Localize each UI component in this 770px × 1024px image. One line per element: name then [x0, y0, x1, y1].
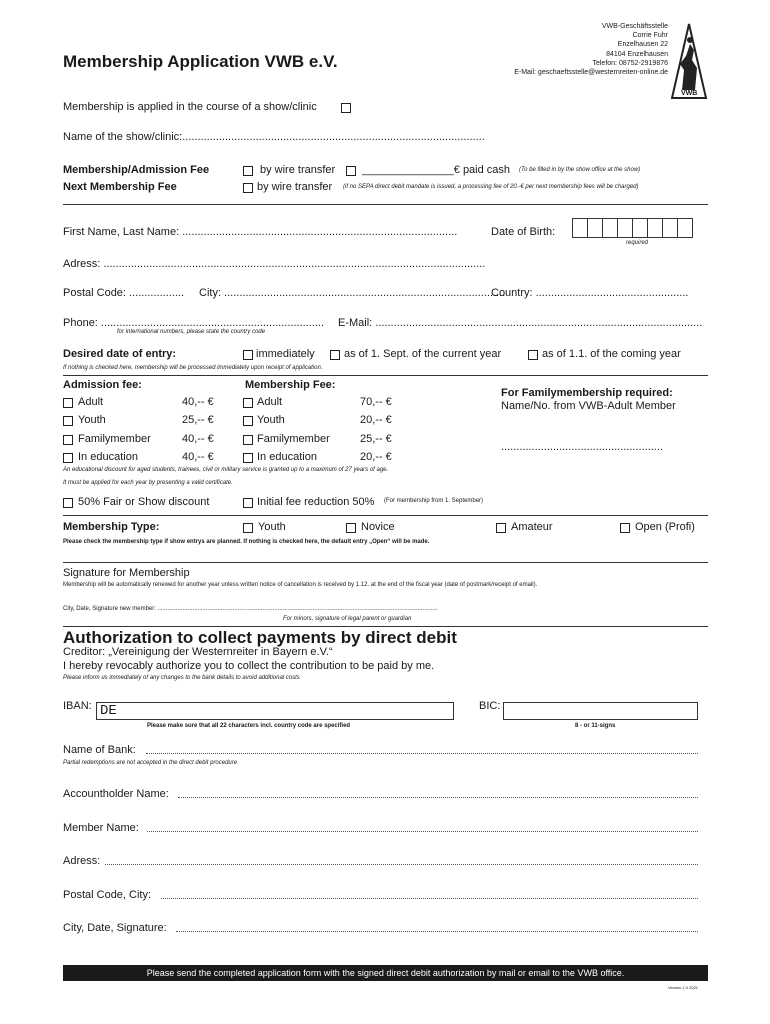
admission-price: 25,-- € — [182, 414, 214, 426]
type-novice-label: Novice — [361, 521, 395, 533]
divider — [63, 204, 708, 205]
dob-cell[interactable] — [662, 218, 678, 238]
entry-jan-label: as of 1.1. of the coming year — [542, 348, 681, 360]
iban-note: Please make sure that all 22 characters incl. country code are specified — [147, 723, 351, 729]
dob-cell[interactable] — [602, 218, 618, 238]
city-field[interactable]: City: ............................................................................................ — [199, 287, 506, 299]
admission-label: Familymember — [78, 433, 151, 445]
entry-label: Desired date of entry: — [63, 348, 177, 360]
type-open-checkbox[interactable] — [620, 523, 630, 533]
admission-label: In education — [78, 451, 138, 463]
dob-cell[interactable] — [677, 218, 693, 238]
show-name-field[interactable]: Name of the show/clinic:................................................................................................... — [63, 131, 485, 143]
debit-adress-label: Adress: — [63, 855, 101, 867]
inform-note: Please inform us immediately of any changes to the bank details to avoid additional costs — [63, 675, 300, 681]
entry-note: If nothing is checked here, membership will be processed immediately upon receipt of application. — [63, 365, 323, 371]
admission-label: Adult — [78, 396, 104, 408]
paid-cash-checkbox[interactable] — [346, 166, 356, 176]
name-field[interactable]: First Name, Last Name: .......................................................................................... — [63, 226, 458, 238]
family-member-field[interactable]: ..................................................... — [501, 441, 663, 453]
membership-fee-price: 25,-- € — [360, 433, 392, 445]
creditor-text: Creditor: „Vereinigung der Westernreiter in Bayern e.V.“ — [63, 646, 333, 658]
bank-name-field[interactable] — [146, 753, 698, 754]
country-field[interactable]: Country: .................................................. — [491, 287, 689, 299]
membership-fee-label: Youth — [257, 414, 285, 426]
paid-cash-note: (To be filled in by the show office at the show) — [519, 167, 641, 173]
signature-new-member-field[interactable]: City, Date, Signature new member: ........................................................................................................................................................................ — [63, 606, 438, 612]
authorization-text: I hereby revocably authorize you to collect the contribution to be paid by me. — [63, 660, 435, 672]
address-line: Enzelhausen 22 — [617, 41, 668, 49]
wire-transfer-checkbox-1[interactable] — [243, 166, 253, 176]
debit-postal-label: Postal Code, City: — [63, 889, 152, 901]
fair-discount-label: 50% Fair or Show discount — [78, 496, 210, 508]
membership-fee-label: Adult — [257, 396, 283, 408]
admission-header: Admission fee: — [63, 379, 142, 391]
family-subtitle: Name/No. from VWB-Adult Member — [501, 400, 676, 412]
accountholder-label: Accountholder Name: — [63, 788, 169, 800]
entry-immediately-checkbox[interactable] — [243, 350, 253, 360]
education-certificate-note: It must be applied for each year by presenting a valid certificate. — [63, 480, 233, 486]
admission-price: 40,-- € — [182, 433, 214, 445]
entry-jan-checkbox[interactable] — [528, 350, 538, 360]
dob-cell[interactable] — [647, 218, 663, 238]
footer-instruction: Please send the completed application form with the signed direct debit authorization by mail or email to the VWB office. — [63, 965, 708, 981]
partial-note: Partial redemptions are not accepted in the direct debit procedure — [63, 760, 238, 766]
iban-cell[interactable] — [96, 702, 454, 720]
address-line: Telefon: 08752-2919876 — [592, 59, 668, 67]
office-address — [470, 22, 668, 77]
dob-cell[interactable] — [617, 218, 633, 238]
type-novice-checkbox[interactable] — [346, 523, 356, 533]
divider — [63, 515, 708, 516]
admission-checkbox[interactable] — [63, 398, 73, 408]
membership-fee-checkbox[interactable] — [243, 398, 253, 408]
type-amateur-checkbox[interactable] — [496, 523, 506, 533]
accountholder-field[interactable] — [178, 797, 698, 798]
renewal-note: Membership will be automatically renewed for another year unless written notice of cancellation is received by 1.12. at the end of the fiscal year (date of postmark/receipt of email). — [63, 582, 538, 588]
show-applied-label: Membership is applied in the course of a show/clinic — [63, 101, 317, 113]
member-name-field[interactable] — [147, 831, 698, 832]
membership-fee-price: 70,-- € — [360, 396, 392, 408]
membership-fee-header: Membership Fee: — [245, 379, 336, 391]
wire-transfer-checkbox-2[interactable] — [243, 183, 253, 193]
debit-city-signature-label: City, Date, Signature: — [63, 922, 167, 934]
address-line: VWB-Geschäftsstelle — [601, 23, 668, 30]
initial-reduction-note: (For membership from 1. September) — [384, 498, 484, 504]
membership-type-label: Membership Type: — [63, 521, 160, 533]
show-applied-checkbox[interactable] — [341, 103, 351, 113]
membership-fee-price: 20,-- € — [360, 414, 392, 426]
next-fee-label: Next Membership Fee — [63, 181, 177, 193]
admission-price: 40,-- € — [182, 396, 214, 408]
version-label: Version 1.0 2021 — [668, 985, 699, 990]
family-title: For Familymembership required: — [501, 387, 673, 399]
type-open-label: Open (Profi) — [635, 521, 695, 533]
bic-label: BIC: — [479, 700, 501, 712]
debit-city-signature-field[interactable] — [176, 931, 698, 932]
membership-fee-checkbox[interactable] — [243, 453, 253, 463]
entry-sept-checkbox[interactable] — [330, 350, 340, 360]
admission-price: 40,-- € — [182, 451, 214, 463]
bic-field[interactable] — [503, 702, 698, 720]
phone-field[interactable]: Phone: ......................................................................... — [63, 317, 325, 329]
email-field[interactable]: E-Mail: ........................................................................................................... — [338, 317, 703, 329]
sepa-note: (if no SEPA direct debit mandate is issued, a processing fee of 20.-€ per next membership fees will be charged) — [343, 184, 639, 190]
divider — [63, 562, 708, 563]
bank-name-label: Name of Bank: — [63, 744, 136, 756]
dob-cell[interactable] — [572, 218, 588, 238]
page-title: Membership Application VWB e.V. — [63, 52, 338, 71]
type-youth-label: Youth — [258, 521, 286, 533]
admission-checkbox[interactable] — [63, 416, 73, 426]
paid-cash-label: _______________€ paid cash — [362, 164, 511, 176]
iban-prefix: DE — [100, 703, 117, 719]
signature-title: Signature for Membership — [63, 567, 190, 579]
dob-label: Date of Birth: — [491, 226, 556, 238]
minor-signature-note: For minors, signature of legal parent or guardian — [283, 616, 412, 622]
initial-reduction-checkbox[interactable] — [243, 498, 253, 508]
membership-type-note: Please check the membership type if show entrys are planned. If nothing is checked here, the default entry „Open“ will be made. — [63, 539, 430, 545]
wire-transfer-label-2: by wire transfer — [257, 181, 333, 193]
education-discount-note: An educational discount for aged students, trainees, civil or military service is granted up to a maximum of 27 years of age. — [63, 467, 389, 473]
debit-adress-field[interactable] — [105, 864, 698, 865]
address-line: Corrie Fuhr — [632, 32, 668, 40]
admission-fee-label: Membership/Admission Fee — [63, 164, 210, 176]
fair-discount-checkbox[interactable] — [63, 498, 73, 508]
bic-note: 8 - or 11-signs — [575, 723, 616, 729]
debit-postal-field[interactable] — [161, 898, 698, 899]
iban-label: IBAN: — [63, 700, 92, 712]
membership-fee-checkbox[interactable] — [243, 416, 253, 426]
admission-checkbox[interactable] — [63, 453, 73, 463]
membership-fee-label: Familymember — [257, 433, 330, 445]
dob-required-note: required — [626, 240, 649, 246]
membership-fee-label: In education — [257, 451, 317, 463]
admission-label: Youth — [78, 414, 106, 426]
dob-cell[interactable] — [587, 218, 603, 238]
wire-transfer-label-1: by wire transfer — [260, 164, 336, 176]
postal-code-field[interactable]: Postal Code: .................. — [63, 287, 185, 299]
address-line: E-Mail: geschaeftsstelle@westernreiten-online.de — [514, 69, 668, 77]
dob-cell[interactable] — [632, 218, 648, 238]
initial-reduction-label: Initial fee reduction 50% — [257, 496, 375, 508]
admission-checkbox[interactable] — [63, 435, 73, 445]
adress-field[interactable]: Adress: ............................................................................................................................. — [63, 258, 486, 270]
address-line: 84104 Enzelhausen — [606, 50, 668, 58]
divider — [63, 375, 708, 376]
divider — [63, 626, 708, 627]
entry-immediately-label: immediately — [256, 348, 315, 360]
vwb-logo — [670, 20, 708, 102]
member-name-label: Member Name: — [63, 822, 139, 834]
membership-fee-price: 20,-- € — [360, 451, 392, 463]
entry-sept-label: as of 1. Sept. of the current year — [344, 348, 502, 360]
type-youth-checkbox[interactable] — [243, 523, 253, 533]
logo-text: VWB — [681, 90, 698, 97]
membership-fee-checkbox[interactable] — [243, 435, 253, 445]
phone-note: for international numbers, please state the country code — [117, 329, 266, 335]
type-amateur-label: Amateur — [511, 521, 553, 533]
debit-title: Authorization to collect payments by direct debit — [63, 628, 457, 647]
